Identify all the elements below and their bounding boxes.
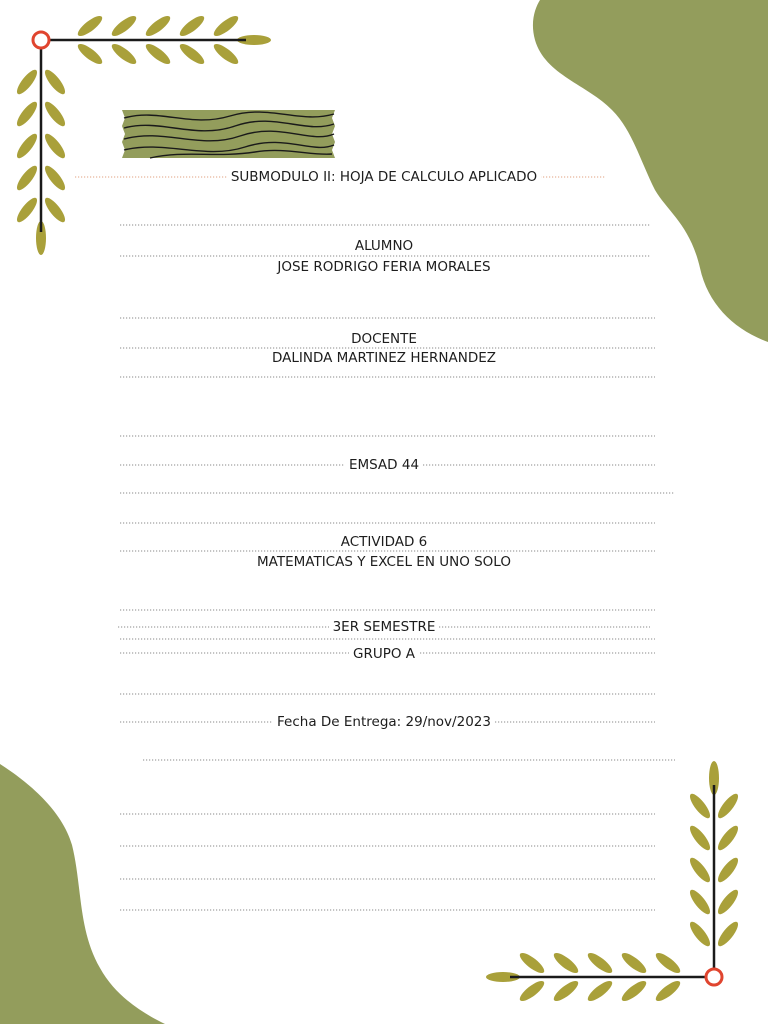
due-date-text: Fecha De Entrega: 29/nov/2023 xyxy=(0,713,768,731)
group-text: GRUPO A xyxy=(0,645,768,663)
school-name: EMSAD 44 xyxy=(0,456,768,474)
activity-label: ACTIVIDAD 6 xyxy=(0,533,768,551)
semester-text: 3ER SEMESTRE xyxy=(0,618,768,636)
teacher-name: DALINDA MARTINEZ HERNANDEZ xyxy=(0,349,768,367)
teacher-label: DOCENTE xyxy=(0,330,768,348)
document-title: SUBMODULO II: HOJA DE CALCULO APLICADO xyxy=(0,168,768,186)
activity-title: MATEMATICAS Y EXCEL EN UNO SOLO xyxy=(0,553,768,571)
student-label: ALUMNO xyxy=(0,237,768,255)
student-name: JOSE RODRIGO FERIA MORALES xyxy=(0,258,768,276)
